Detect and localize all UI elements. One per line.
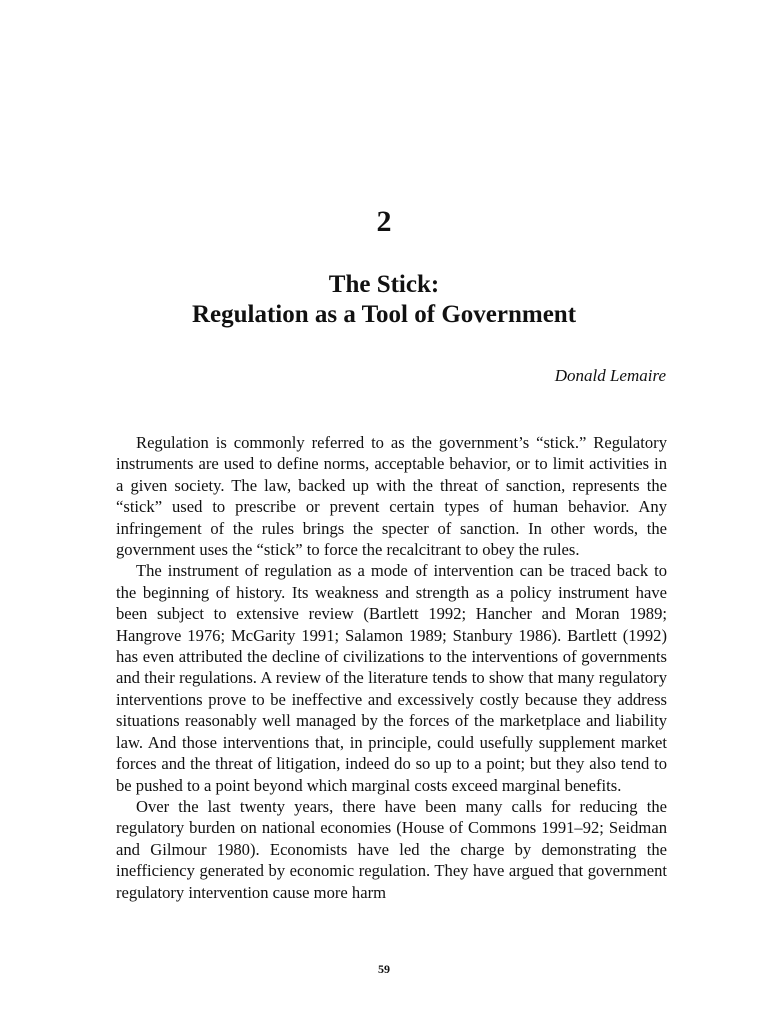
chapter-title-line-2: Regulation as a Tool of Government xyxy=(191,301,577,328)
author-byline: Donald Lemaire xyxy=(554,366,666,385)
paragraph: Over the last twenty years, there have been many calls for reducing the regulatory burden on national economies (House of Commons 1991–92; Seidman and Gilmour 1980). Economists have led the charge by demonstrating the inefficiency generated by economic regulation. They have argued that government regulatory intervention cause more harm xyxy=(116,796,667,902)
chapter-title-line-1: The Stick: xyxy=(328,271,440,298)
chapter-title xyxy=(0,270,768,330)
page-number: 59 xyxy=(378,962,390,976)
body-text xyxy=(116,432,667,903)
chapter-number: 2 xyxy=(376,205,392,238)
paragraph: Regulation is commonly referred to as the government’s “stick.” Regulatory instruments are used to define norms, acceptable behavior, or to limit activities in a given society. The law, backed up with the threat of sanction, represents the “stick” used to prescribe or prevent certain types of human behavior. Any infringement of the rules brings the specter of sanction. In other words, the government uses the “stick” to force the recalcitrant to obey the rules. xyxy=(116,433,667,560)
paragraph: The instrument of regulation as a mode of intervention can be traced back to the beginning of history. Its weakness and strength as a policy instrument have been subject to extensive review (Bartlett 1992; Hancher and Moran 1989; Hangrove 1976; McGarity 1991; Salamon 1989; Stanbury 1986). Bartlett (1992) has even attributed the decline of civilizations to the interventions of governments and their regulations. A review of the literature tends to show that many regulatory interventions prove to be ineffective and excessively costly because they address situations reasonably well managed by the forces of the marketplace and liability law. And those interventions that, in principle, could usefully supplement market forces and the threat of litigation, indeed do so up to a point; but they also tend to be pushed to a point beyond which marginal costs exceed marginal benefits. xyxy=(116,561,667,795)
